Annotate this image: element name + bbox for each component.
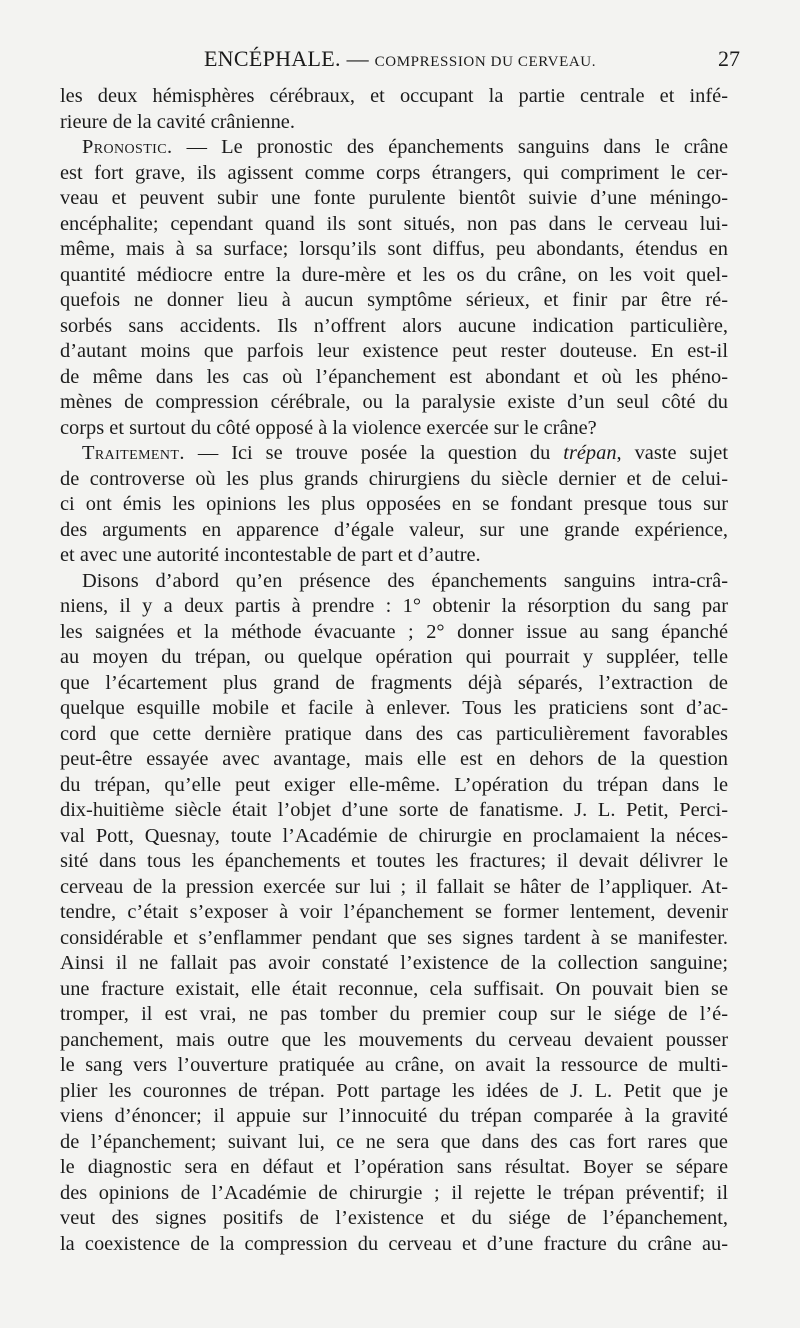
text-line <box>60 416 728 442</box>
line-text: — Le pronostic des épanchements sanguins dans le crâne <box>172 136 728 158</box>
text-line <box>60 518 728 544</box>
line-text: tendre, c’était s’exposer à voir l’épanchement se former lentement, devenir <box>60 901 728 923</box>
text-line <box>60 798 728 824</box>
line-text: la coexistence de la compression du cerveau et d’une fracture du crâne au- <box>60 1232 728 1255</box>
line-text: Disons d’abord qu’en présence des épanchements sanguins intra-crâ- <box>82 569 728 592</box>
line-text: tromper, il est vrai, ne pas tomber du premier coup sur le siége de l’é- <box>60 1003 728 1025</box>
line-text: le sang vers l’ouverture pratiquée au crâne, on avait la ressource de multi- <box>60 1054 728 1076</box>
line-text: val Pott, Quesnay, toute l’Académie de chirurgie en proclamaient la néces- <box>60 824 728 847</box>
line-text: considérable et s’enflammer pendant que ses signes tardent à se manifester. <box>60 926 728 949</box>
text-line <box>60 722 728 748</box>
text-line <box>60 594 728 620</box>
line-text: une fracture existait, elle était reconnue, cela suffisait. On pouvait bien se <box>60 977 728 1000</box>
line-text: des arguments en apparence d’égale valeur, sur une grande expérience, <box>60 518 728 541</box>
text-line <box>60 365 728 391</box>
line-text: du trépan, qu’elle peut exiger elle-même. L’opération du trépan dans le <box>60 773 728 796</box>
line-text: — Ici se trouve posée la question du <box>184 442 564 464</box>
text-line <box>60 645 728 671</box>
line-text: quefois ne donner lieu à aucun symptôme sérieux, et finir par être ré- <box>60 289 728 311</box>
line-text: cerveau de la pression exercée sur lui ; il fallait se hâter de l’appliquer. At- <box>60 875 728 898</box>
text-line <box>60 1053 728 1079</box>
line-text: encéphalite; cependant quand ils sont situés, non pas dans le cerveau lui- <box>60 212 728 235</box>
text-line <box>60 212 728 238</box>
line-text: de même dans les cas où l’épanchement est abondant et où les phéno- <box>60 365 728 388</box>
line-text: niens, il y a deux partis à prendre : 1° obtenir la résorption du sang par <box>60 595 728 617</box>
line-text: veut des signes positifs de l’existence et du siége de l’épanchement, <box>60 1207 728 1229</box>
text-line <box>60 288 728 314</box>
text-line <box>60 1104 728 1130</box>
text-line <box>60 671 728 697</box>
line-text: panchement, mais outre que les mouvements du cerveau devaient pousser <box>60 1028 728 1051</box>
line-text: de l’épanchement; suivant lui, ce ne sera que dans des cas fort rares que <box>60 1130 728 1153</box>
line-text: dix-huitième siècle était l’objet d’une sorte de fanatisme. J. L. Petit, Perci- <box>60 799 728 821</box>
line-text: ci ont émis les opinions les plus opposées en se fondant presque tous sur <box>60 493 728 515</box>
line-text: est fort grave, ils agissent comme corps étrangers, qui compriment le cer- <box>60 161 728 184</box>
text-line <box>60 926 728 952</box>
line-text: au moyen du trépan, ou quelque opération qui pourrait y suppléer, telle <box>60 646 728 668</box>
line-text: sité dans tous les épanchements et toutes les fractures; il devait délivrer le <box>60 850 728 872</box>
line-text-after: , vaste sujet <box>616 442 728 464</box>
line-text: des opinions de l’Académie de chirurgie ; il rejette le trépan préventif; il <box>60 1181 728 1204</box>
line-text: quelque esquille mobile et facile à enlever. Tous les praticiens sont d’ac- <box>60 697 728 719</box>
text-line <box>60 1028 728 1054</box>
text-line <box>60 900 728 926</box>
text-line <box>60 492 728 518</box>
line-text: peut-être essayée avec avantage, mais elle est en dehors de la question <box>60 748 728 770</box>
text-line <box>60 569 728 595</box>
line-text: d’autant moins que parfois leur existence peut rester douteuse. En est-il <box>60 340 728 362</box>
line-text: Ainsi il ne fallait pas avoir constaté l’existence de la collection sanguine; <box>60 952 728 974</box>
line-text: et avec une autorité incontestable de part et d’autre. <box>60 544 481 566</box>
line-text: quantité médiocre entre la dure-mère et les os du crâne, on les voit quel- <box>60 263 728 286</box>
text-line <box>60 849 728 875</box>
running-title-main: ENCÉPHALE. <box>203 46 341 71</box>
line-text: viens d’énoncer; il appuie sur l’innocuité du trépan comparée à la gravité <box>60 1105 728 1127</box>
running-title <box>0 46 800 72</box>
page-number: 27 <box>718 46 740 71</box>
text-line <box>60 747 728 773</box>
line-text: rieure de la cavité crânienne. <box>60 110 295 133</box>
section-label: Traitement. <box>82 442 185 464</box>
italic-term: trépan <box>563 442 617 464</box>
line-text: de controverse où les plus grands chirurgiens du siècle dernier et de celui- <box>60 467 728 490</box>
text-line <box>60 1130 728 1156</box>
line-text: les saignées et la méthode évacuante ; 2° donner issue au sang épanché <box>60 620 728 643</box>
text-line <box>60 110 728 136</box>
text-line <box>60 84 728 110</box>
text-line <box>60 135 728 161</box>
text-line <box>60 875 728 901</box>
text-line <box>60 339 728 365</box>
line-text: le diagnostic sera en défaut et l’opération sans résultat. Boyer se sépare <box>60 1156 728 1178</box>
text-line <box>60 237 728 263</box>
text-line <box>60 543 728 569</box>
text-line <box>60 1232 728 1258</box>
line-text: mènes de compression cérébrale, ou la paralysie existe d’un seul côté du <box>60 391 728 413</box>
text-line <box>60 1155 728 1181</box>
running-title-dash: — <box>340 46 375 71</box>
text-line <box>60 467 728 493</box>
text-line <box>60 1002 728 1028</box>
text-line <box>60 951 728 977</box>
text-line <box>60 977 728 1003</box>
text-line <box>60 390 728 416</box>
text-line <box>60 1079 728 1105</box>
line-text: même, mais à sa surface; lorsqu’ils sont diffus, peu abondants, étendus en <box>60 238 728 260</box>
text-line <box>60 620 728 646</box>
line-text: corps et surtout du côté opposé à la violence exercée sur le crâne? <box>60 416 597 439</box>
running-header <box>0 46 800 76</box>
text-line <box>60 1181 728 1207</box>
line-text: sorbés sans accidents. Ils n’offrent alors aucune indication particulière, <box>60 314 728 337</box>
line-text: les deux hémisphères cérébraux, et occupant la partie centrale et infé- <box>60 85 728 107</box>
text-line <box>60 161 728 187</box>
text-line <box>60 314 728 340</box>
text-line <box>60 824 728 850</box>
running-title-sub: COMPRESSION DU CERVEAU. <box>374 54 597 70</box>
text-line <box>60 263 728 289</box>
text-line <box>60 1206 728 1232</box>
section-label: Pronostic. <box>82 136 173 158</box>
line-text: que l’écartement plus grand de fragments déjà séparés, l’extraction de <box>60 671 728 694</box>
line-text: veau et peuvent subir une fonte purulente bientôt suivie d’une méningo- <box>60 187 728 209</box>
body-text <box>60 84 728 1257</box>
text-line <box>60 186 728 212</box>
text-line <box>60 773 728 799</box>
text-line <box>60 441 728 467</box>
line-text: plier les couronnes de trépan. Pott partage les idées de J. L. Petit que je <box>60 1079 728 1102</box>
text-line <box>60 696 728 722</box>
line-text: cord que cette dernière pratique dans des cas particulièrement favorables <box>60 722 728 745</box>
